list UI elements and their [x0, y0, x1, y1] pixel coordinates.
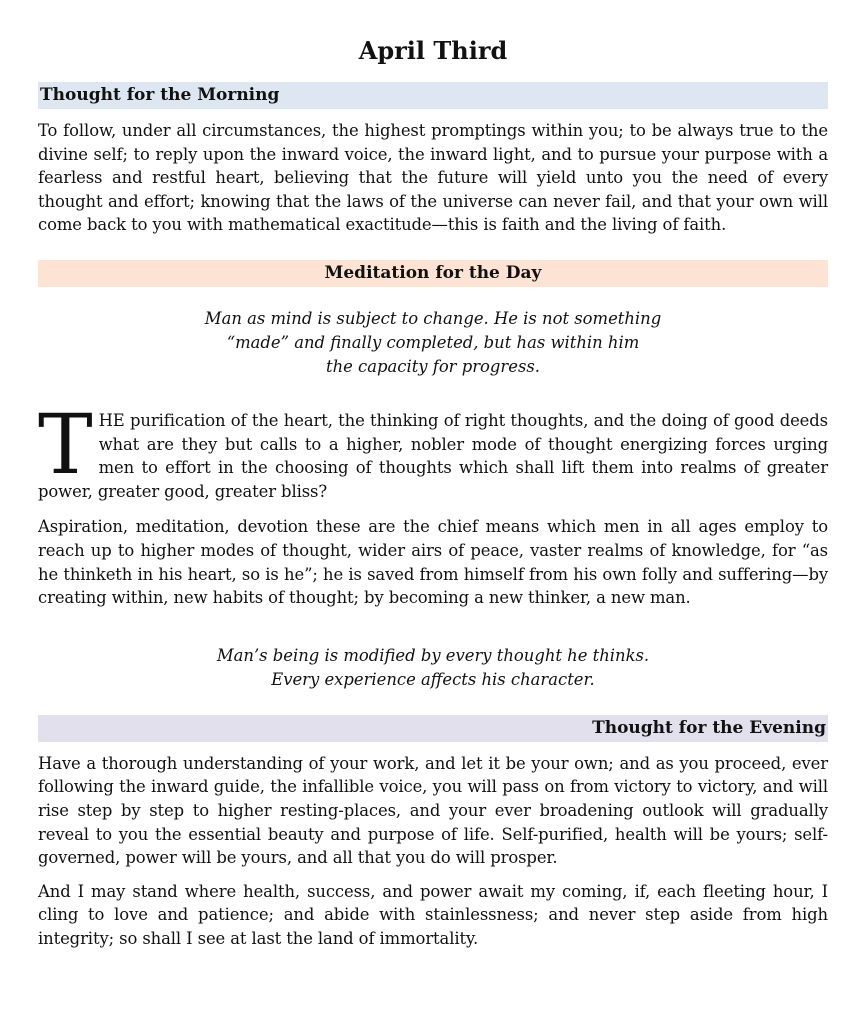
- quote-line: “made” and finally completed, but has within him: [226, 332, 640, 352]
- quote-line: Man as mind is subject to change. He is not something: [204, 308, 662, 328]
- evening-paragraph-2: And I may stand where health, success, and power await my coming, if, each fleeting hour, I cling to love and patience; and abide with stainlessness; and never step aside from high integrity; so shall I see at last the land of immortality.: [38, 881, 828, 948]
- morning-paragraph: To follow, under all circumstances, the highest promptings within you; to be always true to the divine self; to reply upon the inward voice, the inward light, and to pursue your purpose with a fearless and restful heart, believing that the future will yield unto you the need of every thought and effort; knowing that the laws of the universe can never fail, and that your own will come back to you with mathematical exactitude—this is faith and the living of faith.: [38, 121, 828, 235]
- evening-paragraph-1: Have a thorough understanding of your work, and let it be your own; and as you proceed, ever following the inward guide, the infallible voice, you will pass on from victory to victory, and will rise step by step to higher resting-places, and your ever broadening outlook will gradually reveal to you the essential beauty and purpose of life. Self-purified, health will be yours; self-governed, power will be yours, and all that you do will prosper.: [38, 753, 828, 868]
- meditation-heading: Meditation for the Day: [38, 260, 828, 287]
- closing-quote: [38, 644, 828, 692]
- meditation-quote: [38, 307, 828, 379]
- morning-heading: Thought for the Morning: [38, 82, 828, 109]
- document-page: [38, 0, 828, 950]
- evening-heading: Thought for the Evening: [38, 715, 828, 742]
- quote-line: the capacity for progress.: [326, 356, 540, 376]
- meditation-paragraph-2: Aspiration, meditation, devotion these are the chief means which men in all ages employ to reach up to higher modes of thought, wider airs of peace, vaster realms of knowledge, for “as he thinketh in his heart, so is he”; he is saved from himself from his own folly and suffering—by creating within, new habits of thought; by becoming a new thinker, a new man.: [38, 517, 828, 608]
- quote-line: Every experience affects his character.: [271, 669, 595, 689]
- drop-cap: T: [38, 397, 93, 493]
- page-title: April Third: [358, 36, 508, 65]
- meditation-paragraph-1: [38, 397, 828, 503]
- quote-line: Man’s being is modified by every thought he thinks.: [216, 645, 650, 665]
- meditation-paragraph-1-text: HE purification of the heart, the thinking of right thoughts, and the doing of good deeds what are they but calls to a higher, nobler mode of thought energizing forces urging men to effort in the choosing of thoughts which shall lift them into realms of greater power, greater good, greater bliss?: [38, 410, 828, 501]
